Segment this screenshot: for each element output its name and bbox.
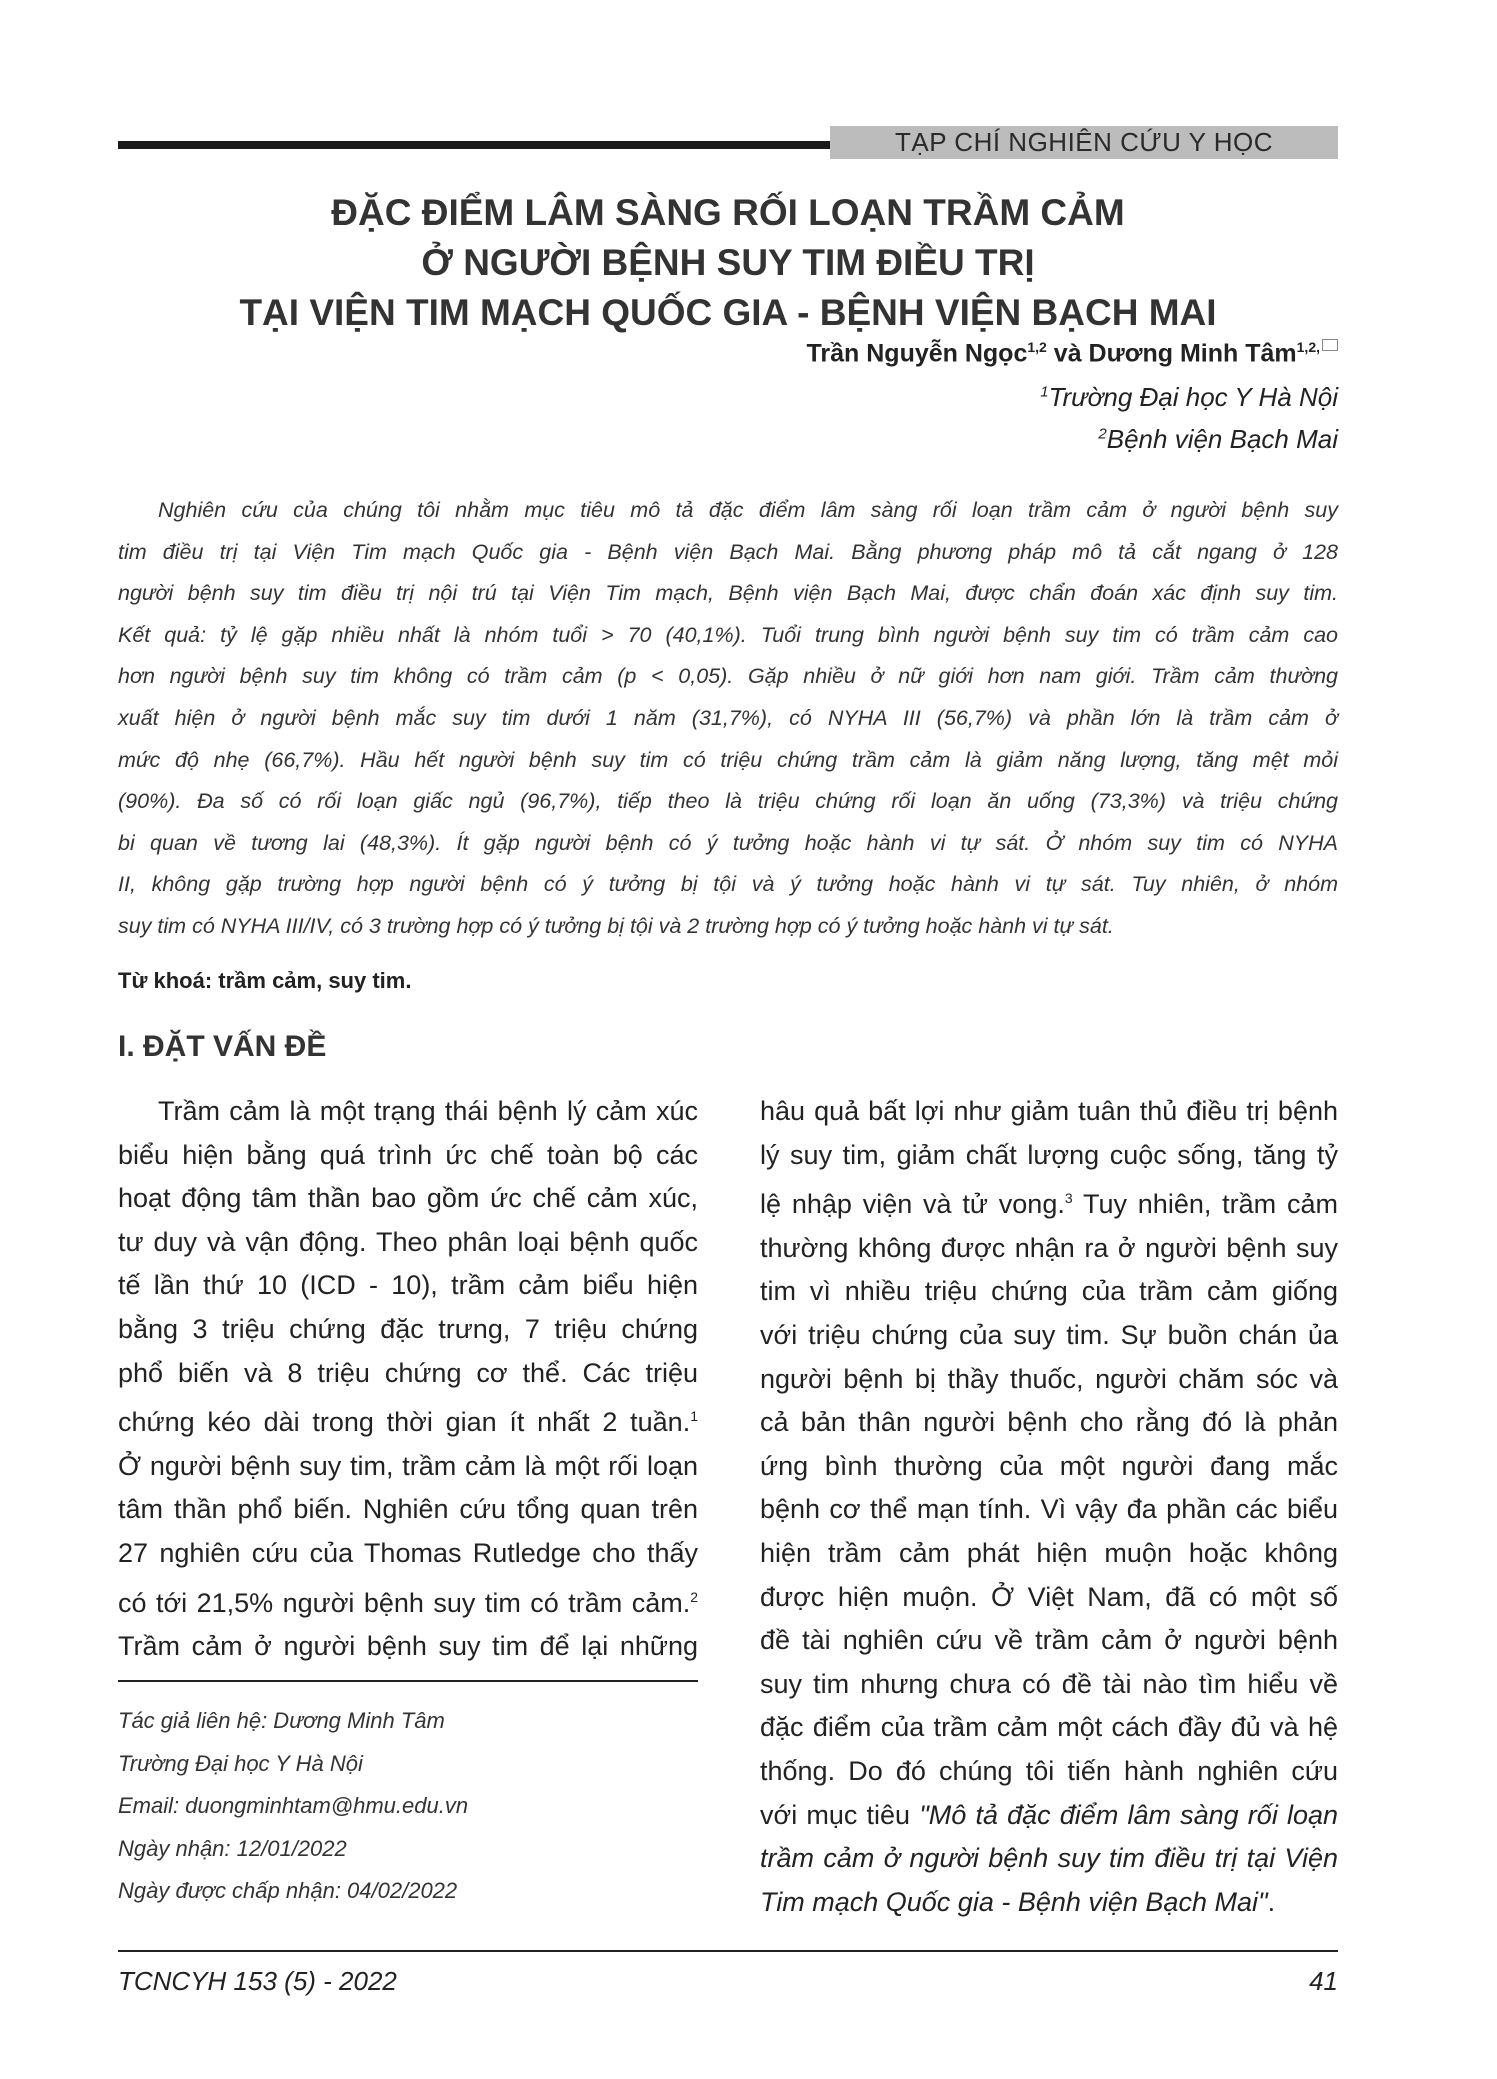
- body-line: hoạt động tâm thần bao gồm ức chế cảm xúc,: [118, 1183, 698, 1214]
- abstract-line: Nghiên cứu của chúng tôi nhằm mục tiêu mô tả đặc điểm lâm sàng rối loạn trầm cảm ở người bệnh suy: [158, 498, 1338, 522]
- citation-ref: 1: [690, 1408, 698, 1425]
- abstract-line: bi quan về tương lai (48,3%). Ít gặp người bệnh có ý tưởng hoặc hành vi tự sát. Ở nhóm suy tim có NYHA: [118, 830, 1338, 855]
- body-line: lý suy tim, giảm chất lượng cuộc sống, tăng tỷ: [760, 1139, 1338, 1170]
- author-2-affil: 1,2,: [1296, 339, 1320, 355]
- body-line: 27 nghiên cứu của Thomas Rutledge cho thấy: [118, 1537, 698, 1568]
- body-text: lệ nhập viện và tử vong.: [760, 1189, 1065, 1220]
- keywords: Từ khoá: trầm cảm, suy tim.: [118, 968, 412, 993]
- body-text: Tuy nhiên, trầm cảm: [1072, 1189, 1338, 1220]
- body-column-left: [118, 1090, 698, 1669]
- title-line-3: TẠI VIỆN TIM MẠCH QUỐC GIA - BỆNH VIỆN BẠCH MAI: [239, 292, 1217, 333]
- body-line: thống. Do đó chúng tôi tiến hành nghiên cứu: [760, 1755, 1338, 1786]
- citation-ref: 2: [690, 1588, 698, 1605]
- body-line: bệnh cơ thể mạn tính. Vì vậy đa phần các biểu: [760, 1494, 1338, 1525]
- author-connector: và: [1046, 339, 1089, 368]
- body-line: suy tim nhưng chưa có đề tài nào tìm hiểu về: [760, 1668, 1338, 1699]
- body-line: [118, 1576, 698, 1626]
- abstract: [118, 490, 1338, 948]
- body-line: phổ biến và 8 triệu chứng cơ thể. Các triệu: [118, 1357, 698, 1388]
- body-line: tế lần thứ 10 (ICD - 10), trầm cảm biểu hiện: [118, 1270, 698, 1301]
- abstract-line: Kết quả: tỷ lệ gặp nhiều nhất là nhóm tuổi > 70 (40,1%). Tuổi trung bình người bệnh suy tim có trầm cảm cao: [118, 622, 1338, 647]
- envelope-icon: [1322, 339, 1338, 351]
- body-line: đặc điểm của trầm cảm một cách đầy đủ và hệ: [760, 1712, 1338, 1743]
- body-text: .: [1267, 1886, 1276, 1917]
- affiliation-1: [700, 382, 1338, 413]
- author-1-affil: 1,2: [1027, 339, 1047, 355]
- abstract-line: hơn người bệnh suy tim không có trầm cảm (p < 0,05). Gặp nhiều ở nữ giới hơn nam giới. Trầm cảm thường: [118, 664, 1338, 689]
- accepted-date: Ngày được chấp nhận: 04/02/2022: [118, 1878, 458, 1903]
- body-text: với mục tiêu: [760, 1799, 920, 1830]
- abstract-line: suy tim có NYHA III/IV, có 3 trường hợp có ý tưởng bị tội và 2 trường hợp có ý tưởng hoặc hành vi tự sát.: [118, 913, 1114, 938]
- abstract-line: mức độ nhẹ (66,7%). Hầu hết người bệnh suy tim có triệu chứng trầm cảm là giảm năng lượng, tăng mệt mỏi: [118, 747, 1338, 772]
- body-line: được hiện muộn. Ở Việt Nam, đã có một số: [760, 1581, 1338, 1612]
- body-line: đề tài nghiên cứu về trầm cảm ở người bệnh: [760, 1625, 1338, 1656]
- body-column-right: [760, 1090, 1338, 1924]
- body-line: biểu hiện bằng quá trình ức chế toàn bộ các: [118, 1139, 698, 1170]
- section-heading: I. ĐẶT VẤN ĐỀ: [118, 1030, 327, 1063]
- journal-citation: TCNCYH 153 (5) - 2022: [118, 1966, 397, 1996]
- author-2: Dương Minh Tâm: [1088, 339, 1297, 368]
- footer-rule: [118, 1950, 1338, 1952]
- author-1: Trần Nguyễn Ngọc: [806, 339, 1028, 368]
- author-line: [600, 339, 1338, 368]
- objective-line: trầm cảm ở người bệnh suy tim điều trị tại Viện: [760, 1843, 1338, 1874]
- abstract-line: II, không gặp trường hợp người bệnh có ý tưởng bị tội và ý tưởng hoặc hành vi tự sát. Tuy nhiên, ở nhóm: [118, 872, 1338, 897]
- citation-ref: 3: [1064, 1190, 1073, 1207]
- body-line: [760, 1794, 1338, 1838]
- abstract-line: xuất hiện ở người bệnh mắc suy tim dưới 1 năm (31,7%), có NYHA III (56,7%) và phần lớn là trầm cảm ở: [118, 705, 1338, 730]
- affiliation-2-sup: 2: [1098, 425, 1107, 443]
- corresponding-institution: Trường Đại học Y Hà Nội: [118, 1750, 363, 1776]
- corresponding-email: Email: duongminhtam@hmu.edu.vn: [118, 1793, 469, 1818]
- body-line: cả bản thân người bệnh cho rằng đó là phản: [760, 1407, 1338, 1438]
- affiliation-1-name: Trường Đại học Y Hà Nội: [1048, 382, 1338, 412]
- page-number: 41: [1309, 1966, 1338, 1996]
- objective-text: Tim mạch Quốc gia - Bệnh viện Bạch Mai": [760, 1886, 1268, 1917]
- body-line: người bệnh bị thầy thuốc, người chăm sóc và: [760, 1363, 1338, 1394]
- body-line: tâm thần phổ biến. Nghiên cứu tổng quan trên: [118, 1494, 698, 1525]
- body-line: [760, 1177, 1338, 1227]
- journal-banner: [830, 126, 1338, 159]
- body-line: tư duy và vận động. Theo phân loại bệnh quốc: [118, 1226, 698, 1257]
- body-line: Trầm cảm là một trạng thái bệnh lý cảm xúc: [158, 1096, 698, 1126]
- body-line: [118, 1395, 698, 1445]
- body-line: Trầm cảm ở người bệnh suy tim để lại những: [118, 1631, 698, 1662]
- title-line-2: Ở NGƯỜI BỆNH SUY TIM ĐIỀU TRỊ: [421, 242, 1035, 283]
- body-text: có tới 21,5% người bệnh suy tim có trầm cảm.: [118, 1587, 691, 1618]
- title-line-1: ĐẶC ĐIỂM LÂM SÀNG RỐI LOẠN TRẦM CẢM: [331, 192, 1125, 233]
- affiliation-2: [700, 424, 1338, 455]
- footnote-rule: [118, 1680, 698, 1682]
- body-line: hiện trầm cảm phát hiện muộn hoặc không: [760, 1537, 1338, 1568]
- corresponding-author: Tác giả liên hệ: Dương Minh Tâm: [118, 1708, 445, 1733]
- body-line: với triệu chứng của suy tim. Sự buồn chán ủa: [760, 1319, 1338, 1350]
- body-line: tim vì nhiều triệu chứng của trầm cảm giống: [760, 1276, 1338, 1307]
- body-line: Ở người bệnh suy tim, trầm cảm là một rối loạn: [118, 1450, 698, 1481]
- abstract-line: (90%). Đa số có rối loạn giấc ngủ (96,7%), tiếp theo là triệu chứng rối loạn ăn uống (73,3%) và triệu chứng: [118, 789, 1338, 814]
- affiliation-2-name: Bệnh viện Bạch Mai: [1106, 424, 1338, 454]
- abstract-line: tim điều trị tại Viện Tim mạch Quốc gia - Bệnh viện Bạch Mai. Bằng phương pháp mô tả cắt ngang ở 128: [118, 539, 1338, 564]
- received-date: Ngày nhận: 12/01/2022: [118, 1835, 347, 1861]
- body-line: bằng 3 triệu chứng đặc trưng, 7 triệu chứng: [118, 1313, 698, 1344]
- body-line: thường không được nhận ra ở người bệnh suy: [760, 1232, 1338, 1263]
- article-title: [118, 188, 1338, 338]
- journal-name: TẠP CHÍ NGHIÊN CỨU Y HỌC: [894, 127, 1274, 157]
- affiliation-1-sup: 1: [1040, 383, 1049, 401]
- objective-text: "Mô tả đặc điểm lâm sàng rối loạn: [919, 1799, 1339, 1830]
- body-line: hâu quả bất lợi như giảm tuân thủ điều trị bệnh: [760, 1096, 1338, 1126]
- correspondence-footnote: [118, 1700, 468, 1913]
- objective-line: [760, 1881, 1338, 1925]
- abstract-line: người bệnh suy tim điều trị nội trú tại Viện Tim mạch, Bệnh viện Bạch Mai, được chẩn đoán xác định suy tim.: [118, 581, 1338, 606]
- header-rule: [118, 141, 830, 149]
- body-text: chứng kéo dài trong thời gian ít nhất 2 tuần.: [118, 1407, 691, 1438]
- body-line: ứng bình thường của một người đang mắc: [760, 1450, 1338, 1481]
